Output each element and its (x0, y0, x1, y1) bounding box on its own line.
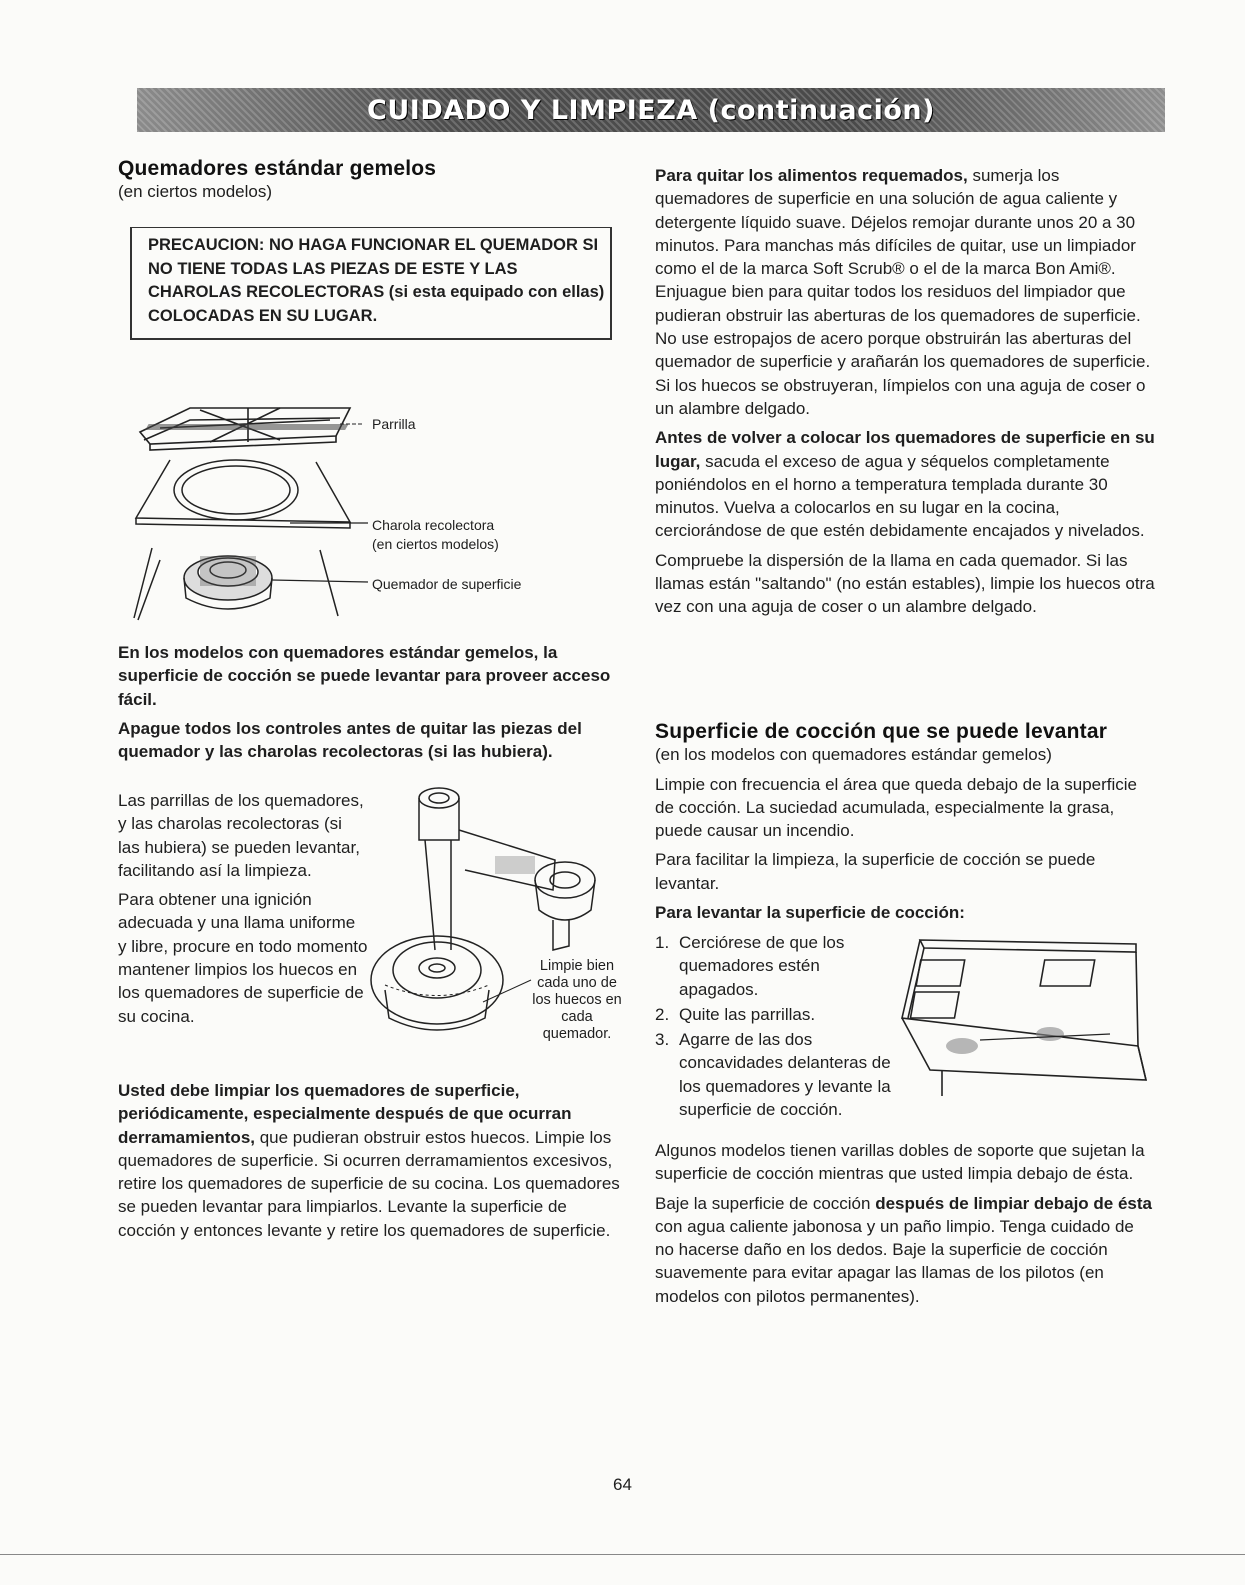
para-lift-surface: En los modelos con quemadores estándar gemelos, la superficie de cocción se puede levantar para proveer acceso fácil. (118, 643, 611, 709)
para-to-lift-heading: Para levantar la superficie de cocción: (655, 903, 965, 923)
para-burnt-food (655, 164, 1155, 420)
para-reinstall-bold: Antes de volver a colocar los quemadores de superficie en su lugar, (655, 428, 1155, 471)
section-title: CUIDADO Y LIMPIEZA (continuación) (367, 94, 935, 126)
para-grates-lift: Las parrillas de los quemadores, y las charolas recolectoras (si las hubiera) se pueden levantar, facilitando así la limpieza. (118, 791, 364, 880)
step-2: 2. Quite las parrillas. (655, 1004, 816, 1024)
para-lower-cooktop: Baje la superficie de cocción después de limpiar debajo de ésta con agua caliente jabonosa y un paño limpio. Tenga cuidado de no hacerse daño en los dedos. Baje la superficie de cocción suavemente para evitar apagar las llamas de los pilotos (en modelos con pilotos permanentes). (655, 1193, 1153, 1306)
para-support-rods: Algunos modelos tienen varillas dobles de soporte que sujetan la superficie de cocción mientras que usted limpia debajo de ésta. (655, 1141, 1145, 1184)
left-paragraphs-narrow (118, 789, 368, 1034)
label-clean-ports: Limpie bien cada uno de los huecos en cada quemador. (532, 958, 622, 1042)
heading-twin-burners-sub: (en ciertos modelos) (118, 182, 273, 202)
right-column-bottom (655, 1139, 1155, 1314)
left-paragraph-bottom (118, 1079, 623, 1248)
heading-twin-burners: Quemadores estándar gemelos (118, 157, 437, 180)
para-burnt-food-rest: sumerja los quemadores de superficie en una solución de agua caliente y detergente líquido suave. Déjelos remojar durante unos 20 a 30 minutos. Para manchas más difíciles de quitar, use un limpiador como el de la marca Soft Scrub® o el de la marca Bon Ami®. Enjuague bien para quitar todos los residuos del limpiador que pudieran obstruir las aberturas de los quemadores de superficie. No use estropajos de acero porque obstruirán las aberturas del quemador de superficie y arañarán los quemadores de superficie. Si los huecos se obstruyeran, límpielos con una aguja de coser o un alambre delgado. (655, 166, 1151, 418)
para-burnt-food-bold: Para quitar los alimentos requemados, (655, 166, 968, 185)
para-clean-periodically-rest: que pudieran obstruir estos huecos. Limpie los quemadores de superficie. Si ocurren derramamientos excesivos, retire los quemadores de superficie de su cocina. Los quemadores se pueden levantar para limpiarlos. Levante la superficie de cocción y entonces levante y retire los quemadores de superficie. (118, 1127, 620, 1240)
left-heading-block (118, 157, 623, 204)
right-column-lift (655, 720, 1155, 930)
para-clean-periodically (118, 1079, 623, 1242)
caution-text: PRECAUCION: NO HAGA FUNCIONAR EL QUEMADOR SI NO TIENE TODAS LAS PIEZAS DE ESTE Y LAS CHAROLAS RECOLECTORAS (si esta equipado con ellas) COLOCADAS EN SU LUGAR. (148, 236, 605, 325)
caution-box (130, 228, 612, 340)
para-clean-periodically-bold: Usted debe limpiar los quemadores de superficie, periódicamente, especialmente después de que ocurran derramamientos, (118, 1081, 572, 1147)
label-drip-pan-note: (en ciertos modelos) (372, 536, 499, 552)
label-grate: Parrilla (372, 416, 416, 432)
para-ignition: Para obtener una ignición adecuada y una llama uniforme y libre, procure en todo momento mantener limpios los huecos en los quemadores de superficie de su cocina. (118, 890, 368, 1026)
step-1: 1. Cerciórese de que los quemadores estén apagados. (655, 933, 845, 999)
para-reinstall-rest: sacuda el exceso de agua y séquelos completamente poniéndolos en el horno a temperatura templada durante 30 minutos. Vuelva a colocarlos en su lugar en la cocina, cerciorándose de que estén debidamente encajados y nivelados. (655, 451, 1145, 541)
label-surface-burner: Quemador de superficie (372, 576, 522, 592)
para-flame-check: Compruebe la dispersión de la llama en cada quemador. Si las llamas están "saltando" (no están estables), limpie los huecos otra vez con una aguja de coser o un alambre delgado. (655, 550, 1155, 617)
lift-steps (655, 931, 895, 1123)
lifted-cooktop-illustration (890, 930, 1160, 1100)
step-3: 3. Agarre de las dos concavidades delanteras de los quemadores y levante la superficie de cocción. (655, 1030, 891, 1120)
para-clean-under: Limpie con frecuencia el área que queda debajo de la superficie de cocción. La suciedad acumulada, especialmente la grasa, puede causar un incendio. (655, 774, 1137, 841)
label-drip-pan: Charola recolectora (372, 517, 495, 533)
page-number: 64 (613, 1475, 632, 1494)
section-banner (137, 88, 1165, 132)
left-paragraphs-top (118, 641, 623, 769)
right-column-top (655, 164, 1155, 625)
para-turn-off-controls: Apague todos los controles antes de quitar las piezas del quemador y las charolas recolectoras (si las hubiera). (118, 718, 582, 762)
heading-lift-cooktop: Superficie de cocción que se puede levantar (655, 720, 1108, 743)
bottom-divider (0, 1554, 1245, 1555)
para-lift-for-cleaning: Para facilitar la limpieza, la superficie de cocción se puede levantar. (655, 850, 1096, 893)
heading-lift-cooktop-sub: (en los modelos con quemadores estándar gemelos) (655, 745, 1052, 765)
para-reinstall (655, 426, 1155, 542)
steps-list (655, 931, 895, 1121)
